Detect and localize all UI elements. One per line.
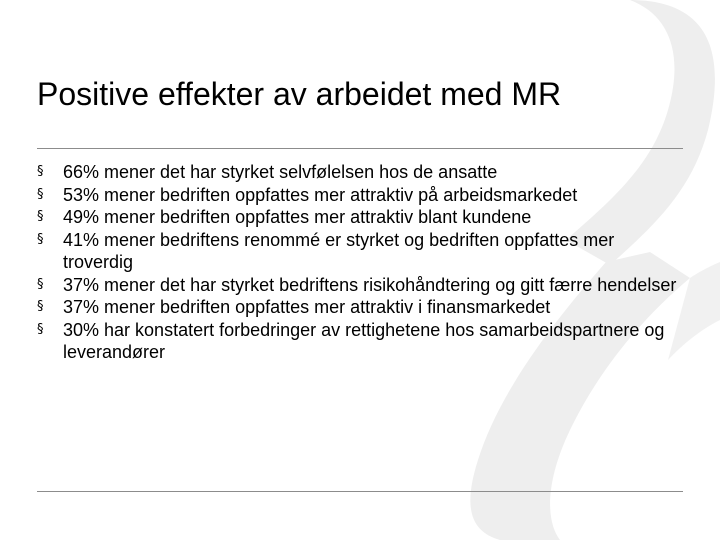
bullet-item — [37, 161, 687, 184]
bullet-text: 37% mener bedriften oppfattes mer attraktiv i finansmarkedet — [63, 297, 551, 317]
bullet-text: 66% mener det har styrket selvfølelsen hos de ansatte — [63, 162, 498, 182]
bullet-item — [37, 184, 687, 207]
bullet-text: 53% mener bedriften oppfattes mer attraktiv på arbeidsmarkedet — [63, 184, 578, 205]
bullet-item — [37, 229, 687, 274]
bullet-text: 37% mener det har styrket bedriftens risikohåndtering og gitt færre hendelser — [63, 274, 677, 295]
section-sign-bullet-icon: § — [37, 276, 44, 292]
section-sign-bullet-icon: § — [37, 321, 44, 337]
section-sign-bullet-icon: § — [37, 231, 44, 247]
footer-divider-line — [37, 491, 683, 492]
section-sign-bullet-icon: § — [37, 209, 44, 224]
bullet-item — [37, 296, 687, 319]
section-sign-bullet-icon: § — [37, 186, 44, 202]
bullet-text: 41% mener bedriftens renommé er styrket og bedriften oppfattes mer troverdig — [63, 229, 615, 272]
bullet-text: 30% har konstatert forbedringer av rettighetene hos samarbeidspartnere og leverandører — [63, 319, 665, 362]
section-sign-bullet-icon: § — [37, 164, 44, 179]
bullet-item — [37, 206, 687, 229]
bullet-item — [37, 274, 687, 297]
bullet-list — [37, 161, 687, 364]
section-sign-bullet-icon: § — [37, 299, 44, 314]
bullet-item — [37, 319, 687, 364]
bullet-text: 49% mener bedriften oppfattes mer attraktiv blant kundene — [63, 207, 532, 227]
title-divider-line — [37, 148, 683, 149]
slide-title: Positive effekter av arbeidet med MR — [37, 76, 562, 112]
